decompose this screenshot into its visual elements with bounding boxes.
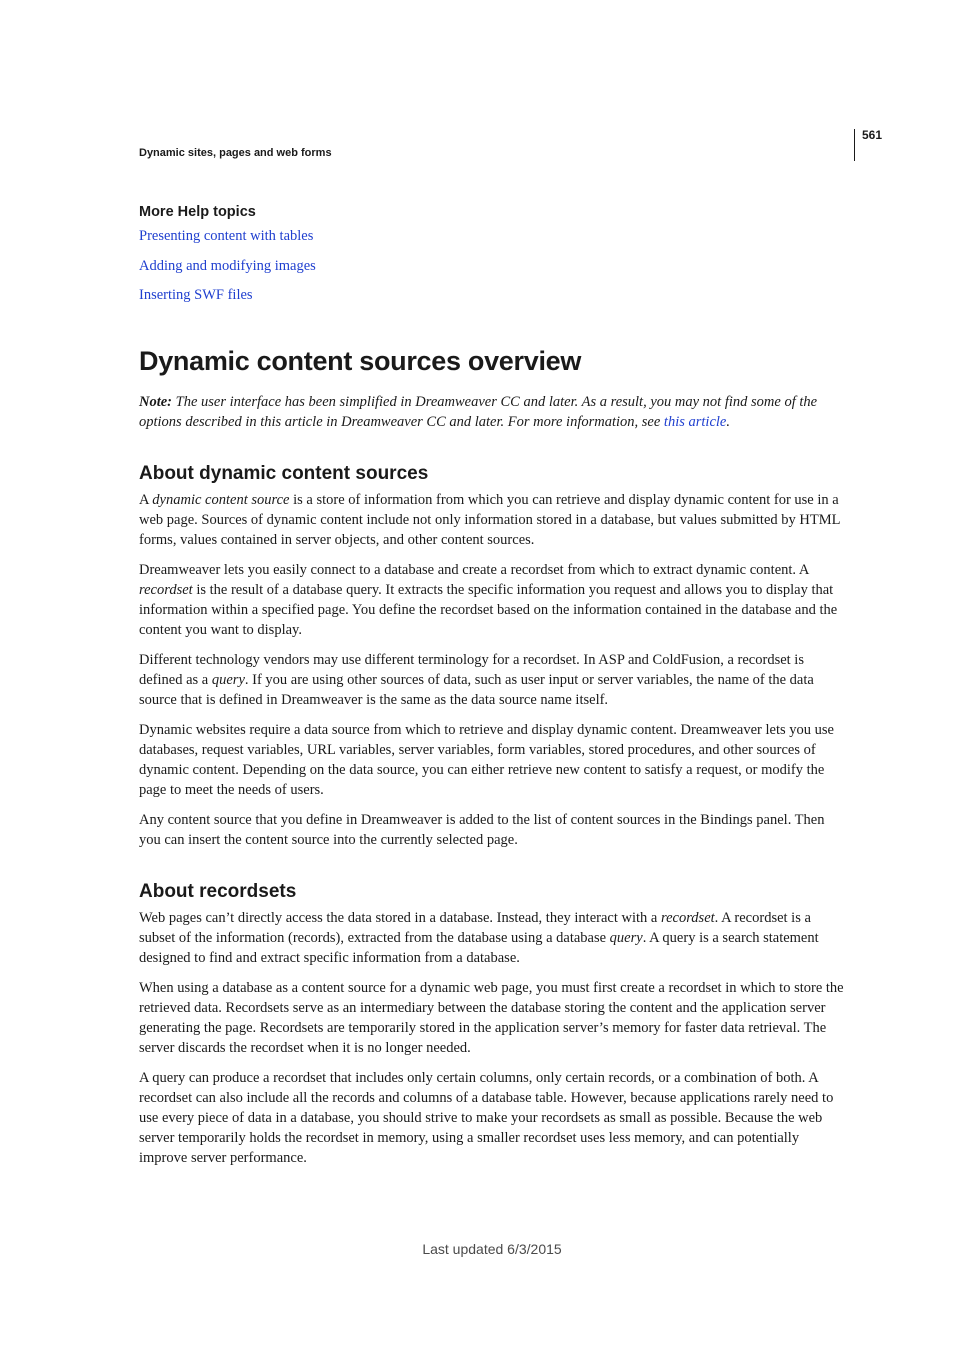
text-run: is a store of information from which you can retrieve and display dynamic content for use in a web page. Sources of dynamic content include not only information stored in a database, but values submitted by HTML forms, values contained in server objects, and other content sources. [139, 492, 840, 548]
body-paragraph [139, 810, 849, 850]
help-topic-item [139, 226, 849, 246]
note-text-before: The user interface has been simplified in Dreamweaver CC and later. As a result, you may not find some of the options described in this article in Dreamweaver CC and later. For more information, see [139, 394, 818, 430]
page-number: 561 [862, 128, 883, 142]
italic-term: dynamic content source [152, 492, 290, 508]
note-text-after: . [726, 414, 730, 430]
running-header: Dynamic sites, pages and web forms [139, 147, 332, 159]
page-content [139, 203, 849, 1198]
help-link-tables[interactable]: Presenting content with tables [139, 228, 314, 244]
italic-term: recordset [139, 582, 193, 598]
help-link-swf[interactable]: Inserting SWF files [139, 287, 253, 303]
help-topic-item [139, 256, 849, 276]
body-paragraph [139, 490, 849, 550]
body-paragraph [139, 908, 849, 968]
section-heading: About recordsets [139, 881, 297, 902]
footer-last-updated: Last updated 6/3/2015 [422, 1241, 562, 1257]
italic-term: recordset [660, 910, 715, 926]
text-run: When using a database as a content source for a dynamic web page, you must first create a recordset in which to store the retrieved data. Recordsets serve as an intermediary between the database storing the content and the application server generating the page. Recordsets are temporarily stored in the application server’s memory for faster data retrieval. The server discards the recordset when it is no longer needed. [139, 980, 844, 1056]
this-article-link[interactable]: this article [663, 414, 727, 430]
text-run: Different technology vendors may use different terminology for a recordset. In ASP and ColdFusion, a recordset is defined as a [139, 652, 804, 688]
help-topic-item [139, 285, 849, 305]
text-run: A query can produce a recordset that includes only certain columns, only certain records, or a combination of both. A recordset can also include all the records and columns of a database table. However, because applications rarely need to use every piece of data in a database, you should strive to make your recordsets as small as possible. Because the web server temporarily holds the recordset in memory, using a smaller recordset uses less memory, and can potentially improve server performance. [139, 1070, 834, 1166]
text-run: A [139, 492, 153, 508]
text-run: . If you are using other sources of data, such as user input or server variables, the name of the data source that is defined in Dreamweaver is the same as the data source name itself. [139, 672, 814, 708]
help-topics-list [139, 226, 849, 305]
text-run: Dynamic websites require a data source from which to retrieve and display dynamic content. Dreamweaver lets you use databases, request variables, URL variables, server variables, form variables, stored procedures, and other sources of dynamic content. Depending on the data source, you can either retrieve new content to satisfy a request, or modify the page to meet the needs of users. [139, 722, 834, 798]
text-run: Any content source that you define in Dreamweaver is added to the list of content sources in the Bindings panel. Then you can insert the content source into the currently selected page. [139, 812, 825, 848]
note-label: Note: [139, 394, 173, 410]
body-paragraph [139, 1068, 849, 1168]
section-heading: About dynamic content sources [139, 463, 429, 484]
italic-term: query [609, 930, 643, 946]
text-run: Web pages can’t directly access the data stored in a database. Instead, they interact with a [139, 910, 661, 926]
help-topics-title: More Help topics [139, 204, 256, 220]
page-number-rule [854, 129, 855, 161]
note [139, 392, 849, 432]
help-link-images[interactable]: Adding and modifying images [139, 257, 316, 274]
body-paragraph [139, 978, 849, 1058]
body-paragraph [139, 720, 849, 800]
text-run: is the result of a database query. It extracts the specific information you request and allows you to display that information within a specified page. You define the recordset based on the information contained in the database and the content you want to display. [139, 582, 838, 638]
page-title: Dynamic content sources overview [139, 346, 582, 376]
text-run: Dreamweaver lets you easily connect to a database and create a recordset from which to extract dynamic content. A [139, 562, 809, 578]
body-paragraph [139, 560, 849, 640]
text-run: . A query is a search statement designed to find and extract specific information from a database. [139, 930, 819, 966]
body-paragraph [139, 650, 849, 710]
text-run: . A recordset is a subset of the information (records), extracted from the database using a database [139, 910, 811, 946]
sections [139, 462, 849, 1168]
italic-term: query [211, 672, 245, 688]
